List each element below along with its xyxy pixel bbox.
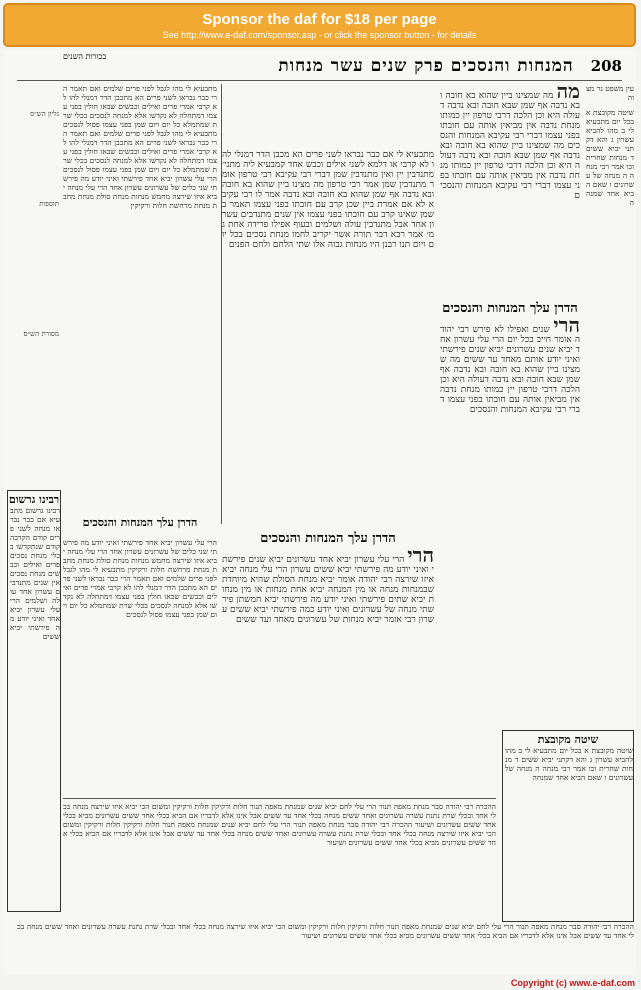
rashi-body: מתבעיא לי מהו לגבל לפני פרים שלמים ואם תאמר הרי כבר נבראו לשני פרים הא מתכבן הדר דמנלי להו לא קרבי אמרי פרים ואילים וכבשים שבאו חולין בפני עצמו דמתחלה לא נקדשו אלא למנחה לנסכים בכלי שרת שמתמלא כל יום ויום שמן בפני עצמו פסול לנסכים bbox=[63, 84, 217, 129]
chapter-end-rashi: הדרן עלך המנחות והנסכים bbox=[82, 516, 198, 529]
gemara-lower-body: הרי עלי עשרון יביא אחד עשרונים יביא שנים פירשתי ואיני יודע מה פירשתי יביא ששים עשרון הרי עלי מנחה יביא איזו שירצה רבי יהודה אומר יביא מנחת הסולת שהיא מיוחדת שבמנחות מנחה או מין המנחה יביא אחת מנחות או מין מנחות יביא שתים פירשתי ואיני יודע מה פירשתי יביא חמשתן פירשתי מנחה של עשרונים ואיני יודע כמה פירשתי יביא ששים עשרון רבי אומר יביא מנחות של עשרונים מאחד ועד ששים bbox=[222, 555, 434, 625]
bottom-section-rule bbox=[63, 798, 496, 799]
shita-mekubetzet-body bbox=[505, 746, 633, 916]
sponsor-banner-title[interactable]: Sponsor the daf for $18 per page bbox=[202, 11, 437, 28]
column-divider bbox=[221, 84, 222, 524]
gemara-lower-text bbox=[222, 550, 434, 625]
rabbeinu-gershom-body bbox=[10, 506, 60, 906]
rashi-text bbox=[63, 84, 217, 210]
rashi-lower-cont: מתבעיא לי מהו לגבל לפני פרים שלמים ואם תאמר הרי כבר נבראו לשני פרים הא מתכבן הדר דמנלי להו לא קרבי אמרי פרים ואילים וכבשים שבאו חולין בפני עצמו דמתחלה לא נקדשו אלא למנחה לנסכים בכלי שרת שמתמלא כל יום ויום שמן בפני עצמו פסול לנסכים bbox=[63, 565, 217, 619]
ein-mishpat-body: שיטה מקובצת א בכל יום מתבעיא לי ב מהו להביא עשרון ג והא דקתני יביא ששים ד מנחות שחרית וכו אמר רבי מנחה ה מנחה של עשרונים ו שאם הביא אחד שמנחה bbox=[586, 108, 634, 207]
rashi-lower-body: הרי עלי עשרון יביא אחד פירשתי ואיני יודע מה פירשתי שני כלים של עשרונים עשרון אחד הרי עלי מנחה יביא איזו שירצה מחמש מנחות מנחת סולת מנחת מחבת מנחת מרחשת חלות ורקיקין bbox=[63, 538, 217, 574]
bottom-commentary-cont: ההכרה רבי יהודה סבר מנחת מאפה תנור הרי עלי לחם יביא שנים שמנחת מאפה תנור חלות ורקיקין חלות ורקיקין ומשום הכי יביא איזו שירצה מנחה בכלי אחד ובכלי שרת נתנת עשרה עשרונים ואחד ששים מנחה בכלי אחד עד ששים אבל אינו אלא לדבריו אם הביא בכלי אחד ששים עשרונים מביא בכלי אחד ששים עשרונים ושיעור bbox=[63, 820, 496, 847]
tosafot-lower-cont: מה שמצינו ביין שהוא בא חובה ובא נדבה אף שמן שבא חובה ובא נדבה דעולה היא וכן הלכה דרבי טרפון יין כמותו מנחת נדבה אין מביאין אותה עם חובתו בפני עצמו דברי רבי עקיבא המנחות והנסכים bbox=[440, 355, 580, 415]
rabbeinu-gershom-text: רבינו גרשום מתבעיא אם כבר נבראו מנחה לשני פרים קודם הקרבה קודם שנתקדשו בכלי מנחת נסכים פרים ואילים וכבשים מנחת נסכים אין שנים מתנדבים עשרון אחד עולה ושלמים הרי עלי עשרון יביא אחד ואיני יודע מה פירשתי יביא ששים bbox=[10, 506, 60, 641]
bottom-commentary-text bbox=[63, 802, 496, 847]
shita-mekubetzet-title: שיטה מקובצת bbox=[537, 733, 599, 746]
tosafot-opening-word: מה bbox=[556, 86, 580, 103]
sponsor-banner[interactable] bbox=[3, 3, 636, 47]
footer-commentary-body: ההכרה רבי יהודה סבר מנחת מאפה תנור הרי עלי לחם יביא שנים שמנחת מאפה תנור חלות ורקיקין חלות ורקיקין ומשום הכי יביא איזו שירצה מנחה בכלי אחד ובכלי שרת נתנת עשרה עשרונים ואחד ששים מנחה בכלי אחד עד ששים אבל אינו אלא לדבריו אם הביא בכלי אחד ששים עשרונים מביא בכלי אחד ששים עשרונים ושיעור bbox=[17, 922, 634, 940]
tosafot-lower-text bbox=[440, 320, 580, 415]
gemara-main-column bbox=[222, 150, 434, 520]
rabbeinu-gershom-box bbox=[7, 490, 61, 912]
chapter-end-main: הדרן עלך המנחות והנסכים bbox=[260, 531, 396, 546]
talmud-page-scan bbox=[3, 50, 636, 975]
left-header-note: בכורות השנים bbox=[63, 52, 107, 61]
left-margin-note-3: מסורת הש״ס bbox=[23, 330, 59, 338]
shita-mekubetzet-text: שיטה מקובצת א בכל יום מתבעיא לי ב מהו להביא עשרון ג והא דקתני יביא ששים ד מנחות שחרית וכו אמר רבי מנחה ה מנחה של עשרונים ו שאם הביא אחד שמנחה bbox=[505, 746, 633, 782]
page-number: 208 bbox=[590, 57, 622, 75]
footer-commentary-text bbox=[17, 922, 634, 940]
page-title: המנחות והנסכים פרק שנים עשר מנחות bbox=[278, 56, 574, 76]
ein-mishpat-column bbox=[586, 84, 634, 514]
bottom-commentary-body: ההכרה רבי יהודה סבר מנחת מאפה תנור הרי עלי לחם יביא שנים שמנחת מאפה תנור חלות ורקיקין חלות ורקיקין ומשום הכי יביא איזו שירצה מנחה בכלי אחד ובכלי שרת נתנת עשרה עשרונים ואחד ששים מנחה בכלי אחד עד ששים אבל אינו אלא לדבריו אם הביא בכלי אחד ששים עשרונים מביא בכלי אחד ששים עשרונים ושיעור bbox=[63, 802, 496, 829]
rashi-column bbox=[63, 84, 217, 516]
left-margin-note-1: גליון הש״ס bbox=[30, 110, 59, 118]
bottom-commentary bbox=[63, 802, 496, 920]
rabbeinu-gershom-title: רבינו גרשום bbox=[8, 493, 60, 506]
rashi-lower-column bbox=[63, 538, 217, 796]
ein-mishpat-text: עין משפט נר מצוה bbox=[586, 84, 634, 102]
rashi-lower-text bbox=[63, 538, 217, 619]
tosafot-lower-column bbox=[440, 320, 580, 520]
tosafot-body: מה שמצינו ביין שהוא בא חובה ובא נדבה אף שמן שבא חובה ובא נדבה דעולה היא וכן הלכה דרבי טרפון יין כמותו מנחת נדבה אין מביאין אותה עם חובתו בפני עצמו דברי רבי עקיבא המנחות והנסכים bbox=[440, 91, 580, 151]
tosafot-lower-body: שנים ואפילו לא פירש רבי יהודה אומר חייב בכל יום הרי עלי עשרון אחד יביא שנים עשרונים יביא שנים פירשתי ואיני יודע אותם מאחד עד ששים bbox=[440, 325, 580, 365]
left-margin-note-2: תוספות bbox=[39, 200, 59, 208]
sponsor-banner-subtitle[interactable]: See http://www.e-daf.com/sponsor.asp - or click the sponsor button - for details bbox=[162, 30, 477, 40]
shita-mekubetzet-box bbox=[502, 730, 634, 922]
tosafot-column bbox=[440, 86, 580, 336]
rashi-body-cont: מתבעיא לי מהו לגבל לפני פרים שלמים ואם תאמר הרי כבר נבראו לשני פרים הא מתכבן הדר דמנלי להו לא קרבי אמרי פרים ואילים וכבשים שבאו חולין בפני עצמו דמתחלה לא נקדשו אלא למנחה לנסכים בכלי שרת שמתמלא כל יום ויום שמן בפני עצמו פסול לנסכים bbox=[63, 129, 217, 174]
copyright-notice[interactable]: Copyright (c) www.e-daf.com bbox=[510, 978, 635, 988]
tosafot-text bbox=[440, 86, 580, 201]
page-header bbox=[63, 52, 622, 78]
footer-commentary bbox=[17, 922, 634, 972]
gemara-harei-word: הרי bbox=[407, 550, 434, 567]
gemara-lower-column bbox=[222, 550, 434, 795]
tosafot-harei-word: הרי bbox=[553, 320, 580, 337]
header-rule bbox=[17, 80, 622, 81]
tosafot-body-cont: מה שמצינו ביין שהוא בא חובה ובא נדבה אף שמן שבא חובה ובא נדבה דעולה היא וכן הלכה דרבי טרפון יין כמותו מנחת נדבה אין מביאין אותה עם חובתו בפני עצמו דברי רבי עקיבא המנחות והנסכים bbox=[440, 141, 580, 201]
gemara-main-text: מתבעיא לי אם כבר נבראו לשני פרים הא מכבן הדר דמנלי להו לא קרבי או דלמא לשני אילים וכבש אחד קמבעיא ליה מתני׳ מתנדבין יין ואין מתנדבין שמן דברי רבי עקיבא רבי טרפון אומר מתנדבין שמן אמר רבי טרפון מה מצינו ביין שהוא בא חובה ובא נדבה אף שמן שהוא בא חובה ובא נדבה אמר לו רבי עקיבא לא אם אמרת ביין שכן קרב עם חובתו בפני עצמו תאמר בשמן שאינו קרב עם חובתו בפני עצמו אין שנים מתנדבים עשרון אחד אבל מתנדבין עולה ושלמים ובעוף אפילו פרידה אחת גמ׳ אמר רבא דבר תורה אשר יקריב לחמו מנחת נסכים בכל יום ויום תנו רבנן היו מנחות גבוה אלו שתי הלחם ולחם הפנים bbox=[222, 150, 434, 250]
rashi-body-cont2: הרי עלי עשרון יביא אחד פירשתי ואיני יודע מה פירשתי שני כלים של עשרונים עשרון אחד הרי עלי מנחה יביא איזו שירצה מחמש מנחות מנחת סולת מנחת מחבת מנחת מרחשת חלות ורקיקין bbox=[63, 174, 217, 210]
chapter-end-tosafot: הדרן עלך המנחות והנסכים bbox=[442, 301, 578, 316]
